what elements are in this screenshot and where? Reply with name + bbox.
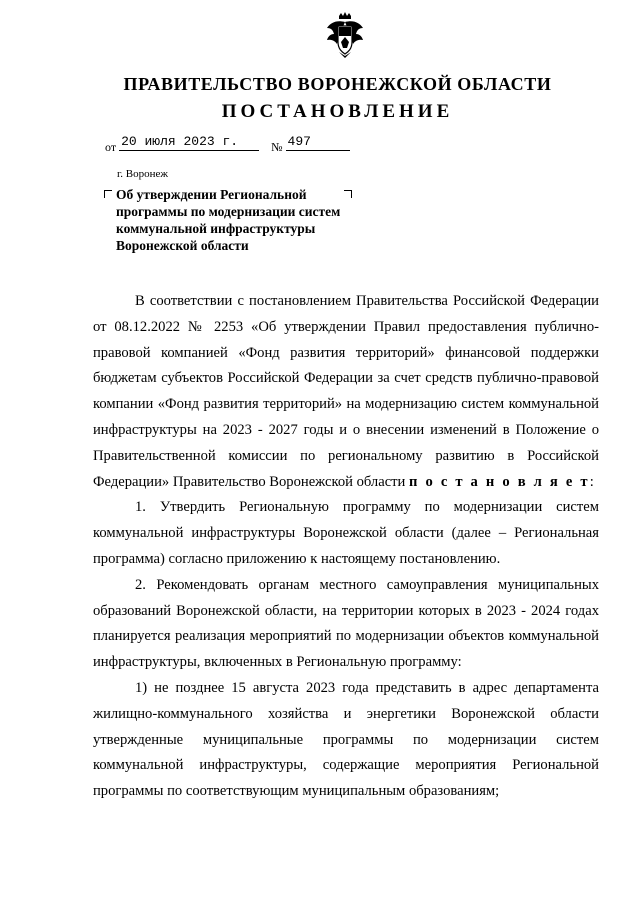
city-label: г. Воронеж xyxy=(117,168,168,180)
preamble-end: : xyxy=(589,473,594,490)
paragraph-preamble xyxy=(93,289,599,495)
document-number: 497 xyxy=(286,134,350,151)
paragraph-item-2: 2. Рекомендовать органам местного самоуправления муниципальных образований Воронежской области, на территории которых в 2023 - 2024 годах планируется реализация мероприятий по модернизации объектов коммунальной инфраструктуры, включенных в Региональную программу: xyxy=(93,576,599,671)
subject-corner-right xyxy=(344,190,352,198)
subject-corner-left xyxy=(104,190,112,198)
paragraph-item-1: 1. Утвердить Региональную программу по модернизации систем коммунальной инфраструктуры Воронежской области (далее – Региональная программа) согласно приложению к настоящему постановлению. xyxy=(93,499,599,567)
coat-of-arms-icon xyxy=(325,12,365,60)
subject-text: Об утверждении Региональной программы по модернизации систем коммунальной инфраструктуры Воронежской области xyxy=(116,187,341,253)
resolves-word: п о с т а н о в л я е т xyxy=(409,473,590,490)
document-subject xyxy=(104,186,364,254)
date-prefix: от xyxy=(105,140,117,154)
paragraph-subitem-1: 1) не позднее 15 августа 2023 года представить в адрес департамента жилищно-коммунального хозяйства и энергетики Воронежской области утвержденные муниципальные программы по модернизации систем коммунальной инфраструктуры, содержащие мероприятия Региональной программы по соответствующим муниципальным образованиям; xyxy=(93,679,599,800)
date-number-row xyxy=(105,134,350,154)
preamble-text: В соответствии с постановлением Правительства Российской Федерации от 08.12.2022 № 2253 «Об утверждении Правил предоставления публично-правовой компанией «Фонд развития территорий» финансовой поддержки бюджетам субъектов Российской Федерации за счет средств публично-правовой компании «Фонд развития территорий» на модернизацию систем коммунальной инфраструктуры на 2023 - 2027 годы и о внесении изменений в Положение о Правительственной комиссии по региональному развитию в Российской Федерации» Правительство Воронежской области xyxy=(93,293,599,490)
document-body xyxy=(93,289,599,805)
government-title: ПРАВИТЕЛЬСТВО ВОРОНЕЖСКОЙ ОБЛАСТИ xyxy=(123,74,552,94)
number-prefix: № xyxy=(271,140,283,154)
document-type-title: ПОСТАНОВЛЕНИЕ xyxy=(221,101,454,122)
document-date: 20 июля 2023 г. xyxy=(119,134,259,151)
